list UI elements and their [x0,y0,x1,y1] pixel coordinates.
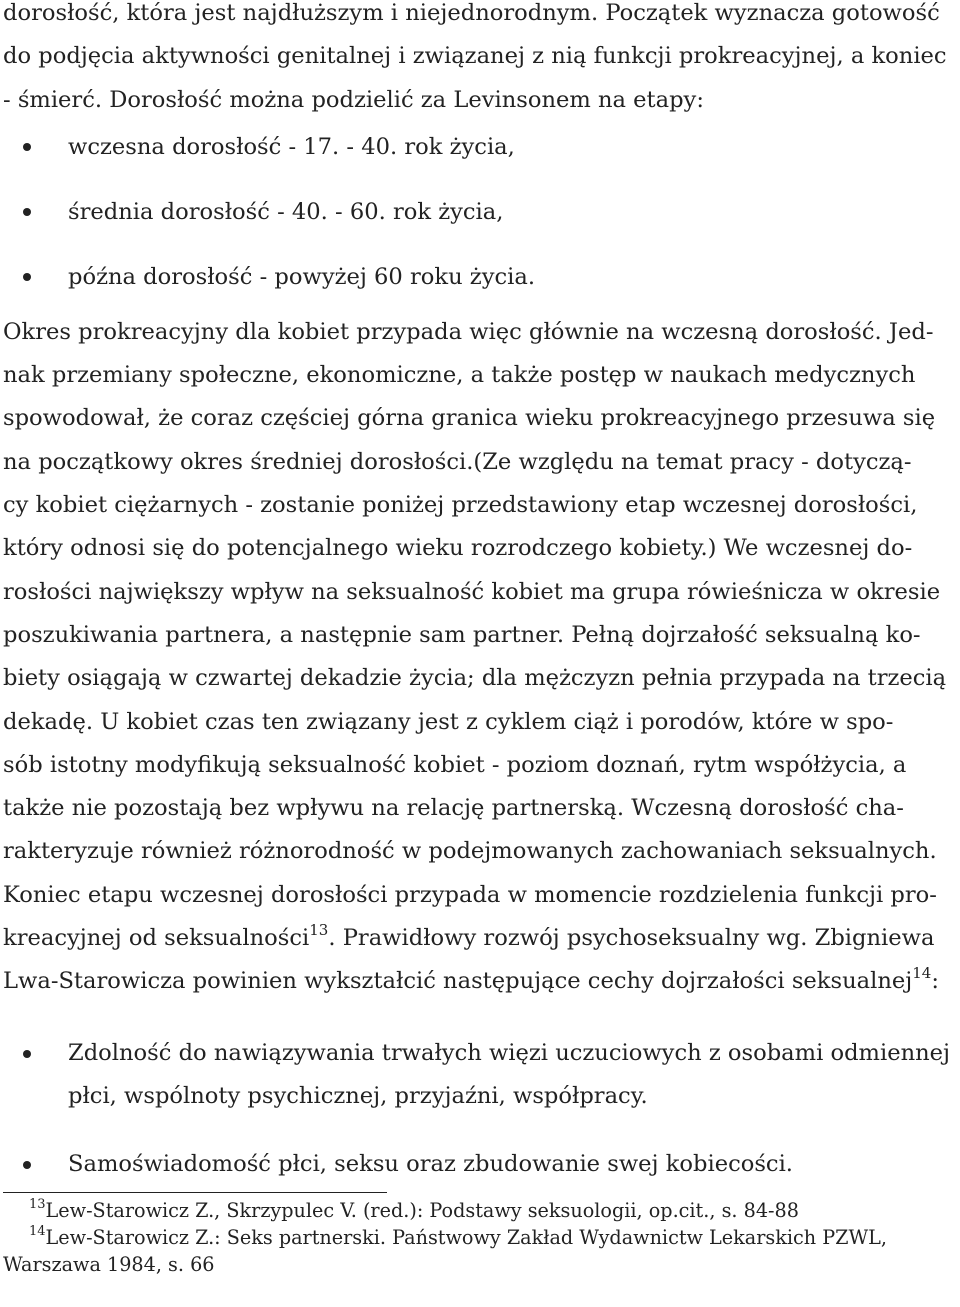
paragraph-line: spowodował, że coraz częściej górna granica wieku prokreacyjnego przesuwa się [3,405,936,432]
intro-line: dorosłość, która jest najdłuższym i niejednorodnym. Początek wyznacza gotowość [3,0,940,26]
paragraph-line: rakteryzuje również różnorodność w podejmowanych zachowaniach seksualnych. [3,838,937,865]
footnote-text: Lew-Starowicz Z., Skrzypulec V. (red.): Podstawy seksuologii, op.cit., s. 84-88 [45,1198,799,1222]
bullet-icon [23,208,31,216]
list-item-text: średnia dorosłość - 40. - 60. rok życia, [68,198,504,225]
footnote-text: Lew-Starowicz Z.: Seks partnerski. Państwowy Zakład Wydawnictw Lekarskich PZWL, [45,1225,888,1249]
main-paragraph [3,311,958,1004]
bullet-icon [23,1161,31,1169]
footnote-number: 14 [29,1224,46,1240]
traits-list [3,1032,958,1186]
paragraph-line: nak przemiany społeczne, ekonomiczne, a także postęp w naukach medycznych [3,362,916,389]
paragraph-line: . Prawidłowy rozwój psychoseksualny wg. Zbigniewa [328,925,935,952]
paragraph-line: cy kobiet ciężarnych - zostanie poniżej przedstawiony etap wczesnej dorosłości, [3,492,918,519]
bullet-icon [23,1050,31,1058]
paragraph-line: także nie pozostają bez wpływu na relację partnerską. Wczesną dorosłość cha- [3,795,904,822]
paragraph-line: poszukiwania partnera, a następnie sam partner. Pełną dojrzałość seksualną ko- [3,621,921,648]
footnotes [3,1197,958,1278]
footnote-divider [3,1192,387,1193]
list-item-text: płci, wspólnoty psychicznej, przyjaźni, współpracy. [68,1082,648,1109]
paragraph-line: rosłości największy wpływ na seksualność kobiet ma grupa rówieśnicza w okresie [3,578,941,605]
list-item [3,1032,958,1118]
list-item-text: Samoświadomość płci, seksu oraz zbudowanie swej kobiecości. [68,1150,793,1177]
bullet-icon [23,143,31,151]
intro-line: do podjęcia aktywności genitalnej i związanej z nią funkcji prokreacyjnej, a koniec [3,43,947,70]
intro-line: - śmierć. Dorosłość można podzielić za Levinsonem na etapy: [3,86,704,113]
list-item-text: późna dorosłość - powyżej 60 roku życia. [68,263,535,290]
paragraph-line: Koniec etapu wczesnej dorosłości przypada w momencie rozdzielenia funkcji pro- [3,881,937,908]
footnote-number: 13 [29,1197,46,1213]
list-item [3,262,958,292]
paragraph-line: : [931,968,939,995]
list-item-text: wczesna dorosłość - 17. - 40. rok życia, [68,133,515,160]
bullet-icon [23,273,31,281]
list-item [3,1143,958,1186]
paragraph-line: dekadę. U kobiet czas ten związany jest z cyklem ciąż i porodów, które w spo- [3,708,894,735]
paragraph-line: sób istotny modyfikują seksualność kobiet - poziom doznań, rytm współżycia, a [3,751,907,778]
paragraph-line: kreacyjnej od seksualności [3,925,310,952]
footnote-ref[interactable]: 13 [309,920,329,939]
paragraph-line: Okres prokreacyjny dla kobiet przypada więc głównie na wczesną dorosłość. Jed- [3,318,934,345]
footnote-continuation: Warszawa 1984, s. 66 [3,1252,215,1276]
paragraph-line: biety osiągają w czwartej dekadzie życia; dla mężczyzn pełnia przypada na trzecią [3,665,947,692]
footnote [3,1224,958,1251]
footnote-ref[interactable]: 14 [912,963,932,982]
age-stages-list [3,132,958,292]
intro-paragraph [3,0,958,122]
footnote [3,1197,958,1224]
list-item [3,197,958,227]
paragraph-line: na początkowy okres średniej dorosłości.(Ze względu na temat pracy - dotyczą- [3,448,912,475]
paragraph-line: który odnosi się do potencjalnego wieku rozrodczego kobiety.) We wczesnej do- [3,535,913,562]
paragraph-line: Lwa-Starowicza powinien wykształcić następujące cechy dojrzałości seksualnej [3,968,913,995]
list-item [3,132,958,162]
list-item-text: Zdolność do nawiązywania trwałych więzi uczuciowych z osobami odmiennej [68,1039,951,1066]
